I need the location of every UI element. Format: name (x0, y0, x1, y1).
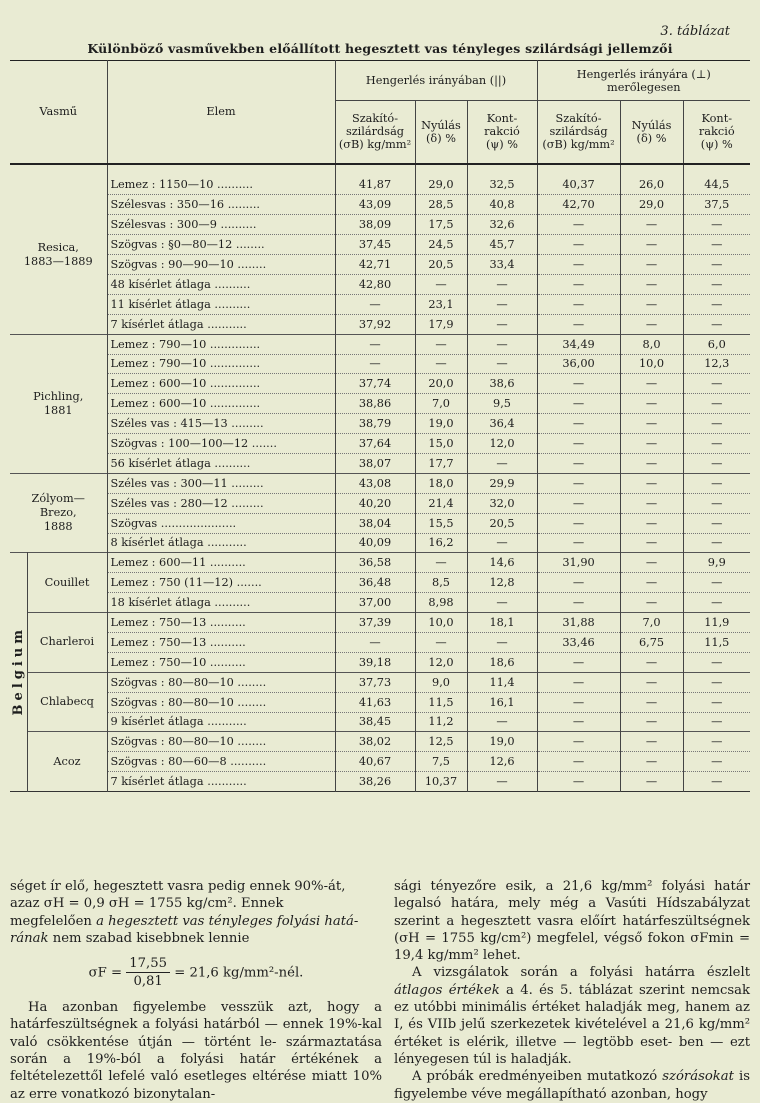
value-cell: 31,90 (537, 553, 620, 573)
value-cell: 44,5 (683, 176, 750, 195)
value-cell: 11,2 (415, 712, 467, 732)
value-cell: — (683, 434, 750, 454)
value-cell: — (683, 513, 750, 533)
value-cell: — (537, 255, 620, 275)
value-cell: — (467, 314, 537, 334)
header-szakito-par: Szakító- szilárdság (σB) kg/mm² (335, 101, 415, 164)
value-cell: — (335, 334, 415, 354)
elem-cell: 11 kísérlet átlaga .......... (107, 294, 335, 314)
value-cell: 17,9 (415, 314, 467, 334)
value-cell: 38,26 (335, 772, 415, 792)
value-cell: 38,09 (335, 215, 415, 235)
value-cell: — (415, 553, 467, 573)
belgium-side-label: Belgium (10, 553, 27, 792)
value-cell: — (683, 274, 750, 294)
value-cell: 32,5 (467, 176, 537, 195)
value-cell: — (335, 354, 415, 374)
elem-cell: Lemez : 600—10 .............. (107, 374, 335, 394)
elem-cell: 9 kísérlet átlaga ........... (107, 712, 335, 732)
value-cell: — (620, 235, 683, 255)
value-cell: — (683, 314, 750, 334)
elem-cell: Szögvas : 80—80—10 ........ (107, 672, 335, 692)
elem-cell: Lemez : 750—13 .......... (107, 632, 335, 652)
value-cell: 11,5 (415, 692, 467, 712)
value-cell: 17,5 (415, 215, 467, 235)
value-cell: — (620, 593, 683, 613)
value-cell: — (620, 513, 683, 533)
value-cell: — (683, 652, 750, 672)
table-row (10, 374, 750, 394)
value-cell: — (620, 255, 683, 275)
value-cell: 16,2 (415, 533, 467, 553)
value-cell: 33,4 (467, 255, 537, 275)
elem-cell: 18 kísérlet átlaga .......... (107, 593, 335, 613)
value-cell: 37,74 (335, 374, 415, 394)
value-cell: 7,0 (415, 394, 467, 414)
value-cell: — (620, 533, 683, 553)
table-row (10, 493, 750, 513)
paragraph: A próbák eredményeiben mutatkozó szórásokat is figyelembe véve megállapítható azonban, hogy (394, 1069, 750, 1102)
value-cell: — (537, 394, 620, 414)
value-cell: 8,5 (415, 573, 467, 593)
elem-cell: Lemez : 750—13 .......... (107, 613, 335, 633)
value-cell: 28,5 (415, 195, 467, 215)
value-cell: 12,0 (415, 652, 467, 672)
value-cell: 36,58 (335, 553, 415, 573)
header-parallel-group: Hengerlés irányában (||) (335, 61, 537, 101)
value-cell: — (537, 274, 620, 294)
value-cell: — (467, 772, 537, 792)
elem-cell: Szélesvas : 350—16 ......... (107, 195, 335, 215)
group-zolyom: Zólyom— Brezo, 1888 (10, 473, 107, 553)
value-cell: — (537, 235, 620, 255)
value-cell: 18,1 (467, 613, 537, 633)
value-cell: — (467, 354, 537, 374)
elem-cell: Széles vas : 415—13 ......... (107, 414, 335, 434)
value-cell: — (537, 772, 620, 792)
table-row (10, 692, 750, 712)
value-cell: 42,80 (335, 274, 415, 294)
text-column-right (394, 878, 750, 1103)
table-row (10, 274, 750, 294)
value-cell: 9,9 (683, 553, 750, 573)
value-cell: 20,0 (415, 374, 467, 394)
value-cell: 9,0 (415, 672, 467, 692)
value-cell: 36,48 (335, 573, 415, 593)
value-cell: — (683, 255, 750, 275)
value-cell: — (620, 274, 683, 294)
value-cell: 41,87 (335, 176, 415, 195)
value-cell: — (537, 453, 620, 473)
table-row (10, 255, 750, 275)
header-perp-line1: Hengerlés irányára (⊥) (576, 67, 711, 81)
value-cell: — (620, 573, 683, 593)
elem-cell: Szögvas : 100—100—12 ....... (107, 434, 335, 454)
value-cell: 40,37 (537, 176, 620, 195)
value-cell: 38,6 (467, 374, 537, 394)
value-cell: 33,46 (537, 632, 620, 652)
table-row (10, 712, 750, 732)
value-cell: 18,0 (415, 473, 467, 493)
elem-cell: Lemez : 790—10 .............. (107, 334, 335, 354)
value-cell: — (537, 493, 620, 513)
value-cell: — (467, 294, 537, 314)
value-cell: 29,9 (467, 473, 537, 493)
table-title: Különböző vasművekben előállított hegesztett vas tényleges szilárdsági jellemzői (87, 41, 673, 56)
elem-cell: Lemez : 600—10 .............. (107, 394, 335, 414)
table-row (10, 573, 750, 593)
value-cell: — (620, 752, 683, 772)
value-cell: 29,0 (415, 176, 467, 195)
value-cell: — (683, 453, 750, 473)
value-cell: 23,1 (415, 294, 467, 314)
value-cell: 36,4 (467, 414, 537, 434)
elem-cell: Lemez : 790—10 .............. (107, 354, 335, 374)
elem-cell: Szögvas : 80—80—10 ........ (107, 692, 335, 712)
table-row (10, 553, 750, 573)
table-row (10, 533, 750, 553)
value-cell: 40,8 (467, 195, 537, 215)
value-cell: 21,4 (415, 493, 467, 513)
value-cell: — (467, 712, 537, 732)
value-cell: 32,0 (467, 493, 537, 513)
value-cell: — (683, 533, 750, 553)
group-couillet: Couillet (27, 553, 107, 613)
table-row (10, 434, 750, 454)
value-cell: — (537, 533, 620, 553)
value-cell: 40,09 (335, 533, 415, 553)
value-cell: — (620, 473, 683, 493)
value-cell: 37,00 (335, 593, 415, 613)
value-cell: 18,6 (467, 652, 537, 672)
text-line: azaz σH = 0,9 σH = 1755 kg/cm². Ennek (10, 896, 284, 912)
value-cell: — (620, 434, 683, 454)
group-acoz: Acoz (27, 732, 107, 792)
value-cell: — (415, 334, 467, 354)
elem-cell: Szélesvas : 300—9 .......... (107, 215, 335, 235)
value-cell: — (683, 374, 750, 394)
value-cell: — (620, 314, 683, 334)
value-cell: — (335, 294, 415, 314)
elem-cell: 48 kísérlet átlaga .......... (107, 274, 335, 294)
table-row (10, 613, 750, 633)
value-cell: 12,0 (467, 434, 537, 454)
value-cell: 43,08 (335, 473, 415, 493)
value-cell: — (620, 732, 683, 752)
value-cell: — (467, 632, 537, 652)
value-cell: — (683, 772, 750, 792)
table-row (10, 235, 750, 255)
value-cell: — (537, 215, 620, 235)
table-row (10, 334, 750, 354)
group-chlabecq: Chlabecq (27, 672, 107, 732)
value-cell: 9,5 (467, 394, 537, 414)
value-cell: 8,98 (415, 593, 467, 613)
elem-cell: Széles vas : 300—11 ......... (107, 473, 335, 493)
value-cell: — (537, 712, 620, 732)
table-row (10, 414, 750, 434)
table-row (10, 772, 750, 792)
elem-cell: Lemez : 750 (11—12) ....... (107, 573, 335, 593)
formula-fraction: $\frac{17,55}{0,81}$ (126, 955, 170, 991)
value-cell: 31,88 (537, 613, 620, 633)
value-cell: — (683, 294, 750, 314)
value-cell: — (537, 294, 620, 314)
value-cell: — (415, 274, 467, 294)
value-cell: 36,00 (537, 354, 620, 374)
paragraph: A vizsgálatok során a folyási határra észlelt átlagos értékek a 4. és 5. táblázat szerint nemcsak ez utóbbi minimális értéket haladják meg, hanem az I, és VIIb jelű szerkezetek kivételével a 21,6 kg/mm² értéket is elérik, illetve — legtöbb eset- ben — ezt lényegesen túl is haladják. (394, 965, 750, 1067)
elem-cell: Lemez : 1150—10 .......... (107, 176, 335, 195)
value-cell: — (683, 712, 750, 732)
value-cell: 42,70 (537, 195, 620, 215)
formula (10, 955, 382, 991)
value-cell: 7,0 (620, 613, 683, 633)
header-vasmu: Vasmű (39, 105, 78, 119)
value-cell: — (683, 752, 750, 772)
header-kontrakcio-perp: Kont- rakció (ψ) % (683, 101, 750, 164)
value-cell: 17,7 (415, 453, 467, 473)
value-cell: 42,71 (335, 255, 415, 275)
value-cell: — (537, 314, 620, 334)
value-cell: — (537, 652, 620, 672)
value-cell: — (620, 394, 683, 414)
table-row (10, 593, 750, 613)
elem-cell: Lemez : 750—10 .......... (107, 652, 335, 672)
text-line: rának nem szabad kisebbnek lennie (10, 930, 250, 946)
value-cell: — (537, 374, 620, 394)
value-cell: — (620, 294, 683, 314)
value-cell: — (683, 593, 750, 613)
value-cell: — (467, 593, 537, 613)
table-row (10, 176, 750, 195)
paragraph: Ha azonban figyelembe vesszük azt, hogy a határfeszültségnek a folyási határból — ennek 19%-kal való csökkentése útján — történt le- származtatása során a 19%-ból a folyási határ értékének a feltételezettől lefelé való esetleges eltérése miatt 10% az erre vonatkozó bizonytalan- (10, 1000, 382, 1102)
group-charleroi: Charleroi (27, 613, 107, 673)
value-cell: 41,63 (335, 692, 415, 712)
value-cell: 43,09 (335, 195, 415, 215)
value-cell: 11,5 (683, 632, 750, 652)
table-number-label: 3. táblázat (660, 24, 730, 39)
value-cell: 20,5 (415, 255, 467, 275)
strength-table (10, 60, 750, 792)
header-nyulas-par: Nyúlás (δ) % (415, 101, 467, 164)
value-cell: — (467, 533, 537, 553)
value-cell: — (620, 453, 683, 473)
value-cell: 40,20 (335, 493, 415, 513)
value-cell: — (467, 334, 537, 354)
value-cell: 38,79 (335, 414, 415, 434)
text-line: séget ír elő, hegesztett vasra pedig ennek 90%-át, (10, 879, 346, 894)
value-cell: 14,6 (467, 553, 537, 573)
table-row (10, 672, 750, 692)
value-cell: 38,02 (335, 732, 415, 752)
value-cell: 19,0 (467, 732, 537, 752)
value-cell: — (537, 692, 620, 712)
elem-cell: 7 kísérlet átlaga ........... (107, 314, 335, 334)
table-row (10, 453, 750, 473)
value-cell: — (683, 235, 750, 255)
table-row (10, 394, 750, 414)
group-pichling: Pichling, 1881 (10, 334, 107, 473)
elem-cell: Szögvas ..................... (107, 513, 335, 533)
value-cell: 12,8 (467, 573, 537, 593)
text-column-left (10, 878, 382, 1103)
header-kontrakcio-par: Kont- rakció (ψ) % (467, 101, 537, 164)
value-cell: — (335, 632, 415, 652)
value-cell: — (620, 692, 683, 712)
value-cell: 12,5 (415, 732, 467, 752)
value-cell: 40,67 (335, 752, 415, 772)
text-line: megfelelően a hegesztett vas tényleges folyási hatá- (10, 913, 359, 929)
elem-cell: Széles vas : 280—12 ......... (107, 493, 335, 513)
value-cell: — (683, 732, 750, 752)
value-cell: — (620, 553, 683, 573)
elem-cell: Szögvas : §0—80—12 ........ (107, 235, 335, 255)
header-perpendicular-group (537, 61, 750, 101)
value-cell: 16,1 (467, 692, 537, 712)
group-resica: Resica, 1883—1889 (23, 240, 93, 268)
value-cell: — (537, 434, 620, 454)
table-row (10, 752, 750, 772)
value-cell: 38,04 (335, 513, 415, 533)
value-cell: — (683, 414, 750, 434)
value-cell: 6,0 (683, 334, 750, 354)
value-cell: — (537, 752, 620, 772)
value-cell: — (620, 215, 683, 235)
value-cell: 38,45 (335, 712, 415, 732)
value-cell: 6,75 (620, 632, 683, 652)
paragraph: sági tényezőre esik, a 21,6 kg/mm² folyási határ legalsó határa, mely még a Vasúti Hídszabályzat szerint a hegesztett vasra előírt határfeszültségnek (σH = 1755 kg/cm²) megfelel, végső fokon σFmin = 19,4 kg/mm² lehet. (394, 879, 750, 964)
table-row (10, 632, 750, 652)
table-row (10, 473, 750, 493)
value-cell: — (683, 573, 750, 593)
value-cell: — (620, 493, 683, 513)
value-cell: 37,64 (335, 434, 415, 454)
value-cell: 11,4 (467, 672, 537, 692)
value-cell: 37,92 (335, 314, 415, 334)
value-cell: — (537, 672, 620, 692)
value-cell: — (683, 394, 750, 414)
elem-cell: 7 kísérlet átlaga ........... (107, 772, 335, 792)
value-cell: 12,6 (467, 752, 537, 772)
elem-cell: 8 kísérlet átlaga ........... (107, 533, 335, 553)
value-cell: 15,5 (415, 513, 467, 533)
value-cell: 11,9 (683, 613, 750, 633)
elem-cell: Szögvas : 80—60—8 .......... (107, 752, 335, 772)
value-cell: 15,0 (415, 434, 467, 454)
value-cell: 37,5 (683, 195, 750, 215)
value-cell: — (537, 573, 620, 593)
elem-cell: Szögvas : 80—80—10 ........ (107, 732, 335, 752)
value-cell: — (537, 513, 620, 533)
value-cell: — (683, 493, 750, 513)
table-row (10, 294, 750, 314)
value-cell: — (537, 593, 620, 613)
value-cell: — (683, 215, 750, 235)
value-cell: — (537, 414, 620, 434)
table-row (10, 195, 750, 215)
value-cell: 10,0 (620, 354, 683, 374)
value-cell: — (467, 274, 537, 294)
value-cell: — (620, 712, 683, 732)
value-cell: 38,86 (335, 394, 415, 414)
table-row (10, 314, 750, 334)
value-cell: 10,0 (415, 613, 467, 633)
header-perp-line2: merőlegesen (606, 80, 681, 94)
value-cell: 26,0 (620, 176, 683, 195)
value-cell: 39,18 (335, 652, 415, 672)
elem-cell: 56 kísérlet átlaga .......... (107, 453, 335, 473)
formula-lhs: σF = (88, 965, 123, 981)
value-cell: — (620, 414, 683, 434)
value-cell: — (683, 473, 750, 493)
value-cell: — (467, 453, 537, 473)
value-cell: 32,6 (467, 215, 537, 235)
table-row (10, 354, 750, 374)
value-cell: 37,73 (335, 672, 415, 692)
value-cell: 12,3 (683, 354, 750, 374)
value-cell: — (415, 632, 467, 652)
header-nyulas-perp: Nyúlás (δ) % (620, 101, 683, 164)
value-cell: 29,0 (620, 195, 683, 215)
value-cell: 37,39 (335, 613, 415, 633)
value-cell: — (683, 672, 750, 692)
value-cell: 8,0 (620, 334, 683, 354)
table-row (10, 513, 750, 533)
table-row (10, 652, 750, 672)
value-cell: 45,7 (467, 235, 537, 255)
value-cell: 38,07 (335, 453, 415, 473)
value-cell: 19,0 (415, 414, 467, 434)
value-cell: — (683, 692, 750, 712)
value-cell: 24,5 (415, 235, 467, 255)
value-cell: — (620, 772, 683, 792)
table-row (10, 732, 750, 752)
value-cell: — (415, 354, 467, 374)
table-row (10, 215, 750, 235)
value-cell: — (620, 374, 683, 394)
value-cell: — (537, 732, 620, 752)
value-cell: 37,45 (335, 235, 415, 255)
header-elem: Elem (107, 61, 335, 164)
value-cell: 10,37 (415, 772, 467, 792)
value-cell: 7,5 (415, 752, 467, 772)
elem-cell: Szögvas : 90—90—10 ........ (107, 255, 335, 275)
elem-cell: Lemez : 600—11 .......... (107, 553, 335, 573)
formula-rhs: = 21,6 kg/mm²-nél. (174, 965, 304, 981)
value-cell: 20,5 (467, 513, 537, 533)
header-szakito-perp: Szakító- szilárdság (σB) kg/mm² (537, 101, 620, 164)
value-cell: — (537, 473, 620, 493)
value-cell: — (620, 652, 683, 672)
value-cell: 34,49 (537, 334, 620, 354)
value-cell: — (620, 672, 683, 692)
